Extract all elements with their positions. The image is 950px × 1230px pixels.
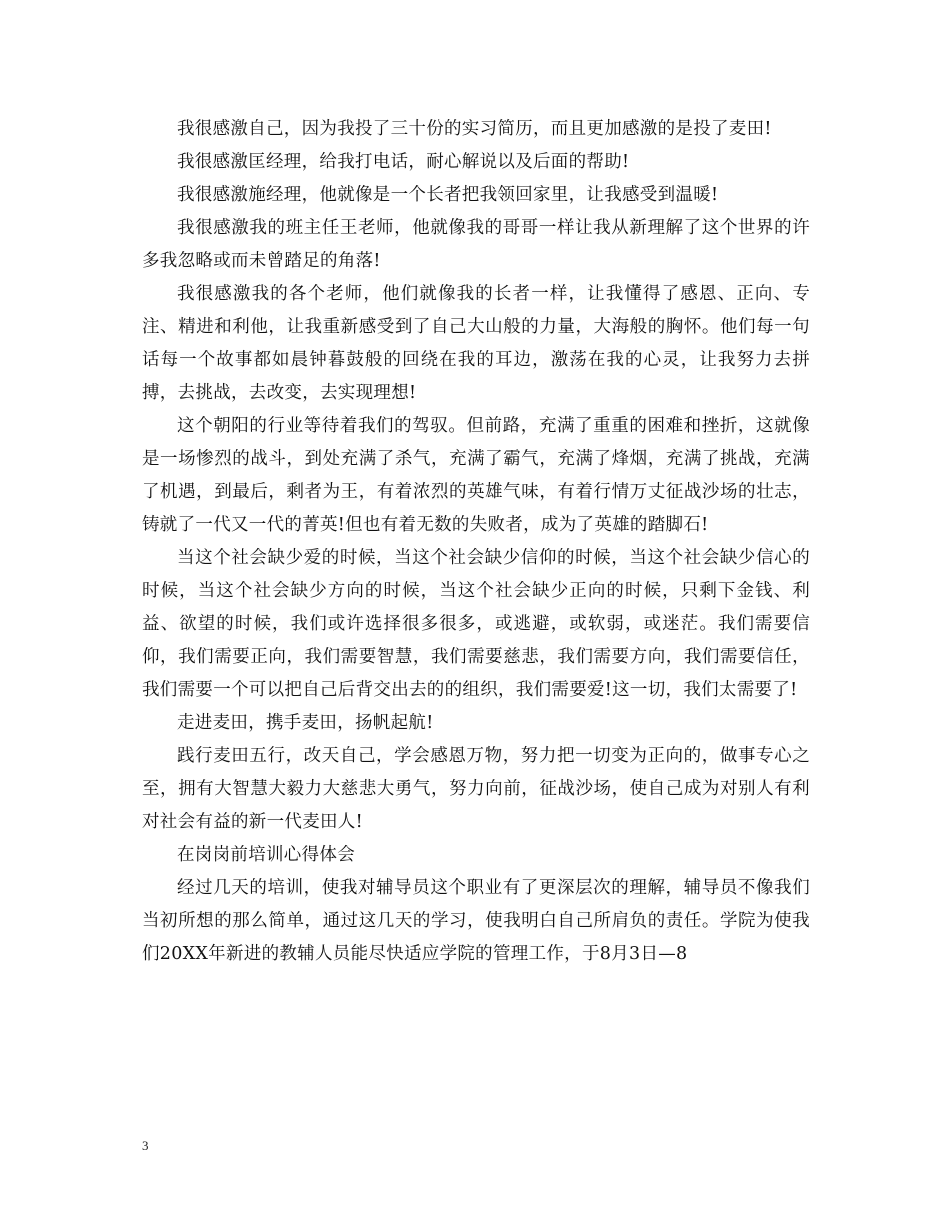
page-number: 3 — [142, 1138, 149, 1153]
paragraph: 走进麦田，携手麦田，扬帆起航! — [177, 713, 434, 733]
section-heading: 在岗岗前培训心得体会 — [177, 845, 355, 865]
paragraph: 经过几天的培训，使我对辅导员这个职业有了更深层次的理解，辅导员不像我们当初所想的那么简单，通过这几天的学习，使我明白自己所肩负的责任。学院为使我们20XX年新进的教辅人员能尽快适应学院的管理工作，于8月3日—8 — [142, 878, 810, 964]
paragraph: 当这个社会缺少爱的时候，当这个社会缺少信仰的时候，当这个社会缺少信心的时候，当这个社会缺少方向的时候，当这个社会缺少正向的时候，只剩下金钱、利益、欲望的时候，我们或许选择很多很多，或逃避，或软弱，或迷茫。我们需要信仰，我们需要正向，我们需要智慧，我们需要慈悲，我们需要方向，我们需要信任，我们需要一个可以把自己后背交出去的的组织，我们需要爱!这一切，我们太需要了! — [142, 548, 810, 700]
paragraph: 我很感激匡经理，给我打电话，耐心解说以及后面的帮助! — [177, 152, 630, 172]
paragraph: 我很感激施经理，他就像是一个长者把我领回家里，让我感受到温暖! — [177, 185, 719, 205]
paragraph: 践行麦田五行，改天自己，学会感恩万物，努力把一切变为正向的，做事专心之至，拥有大智慧大毅力大慈悲大勇气，努力向前，征战沙场，使自己成为对别人有利对社会有益的新一代麦田人! — [142, 746, 810, 832]
paragraph: 我很感激自己，因为我投了三十份的实习简历，而且更加感激的是投了麦田! — [177, 119, 772, 139]
paragraph: 我很感激我的各个老师，他们就像我的长者一样，让我懂得了感恩、正向、专注、精进和利他，让我重新感受到了自己大山般的力量，大海般的胸怀。他们每一句话每一个故事都如晨钟暮鼓般的回绕在我的耳边，激荡在我的心灵，让我努力去拼搏，去挑战，去改变，去实现理想! — [142, 284, 810, 403]
paragraph: 我很感激我的班主任王老师，他就像我的哥哥一样让我从新理解了这个世界的许多我忽略或而未曾踏足的角落! — [142, 218, 810, 271]
paragraph: 这个朝阳的行业等待着我们的驾驭。但前路，充满了重重的困难和挫折，这就像是一场惨烈的战斗，到处充满了杀气，充满了霸气，充满了烽烟，充满了挑战，充满了机遇，到最后，剩者为王，有着浓烈的英雄气味，有着行情万丈征战沙场的壮志，铸就了一代又一代的菁英!但也有着无数的失败者，成为了英雄的踏脚石! — [142, 416, 810, 535]
page-body — [142, 113, 810, 971]
